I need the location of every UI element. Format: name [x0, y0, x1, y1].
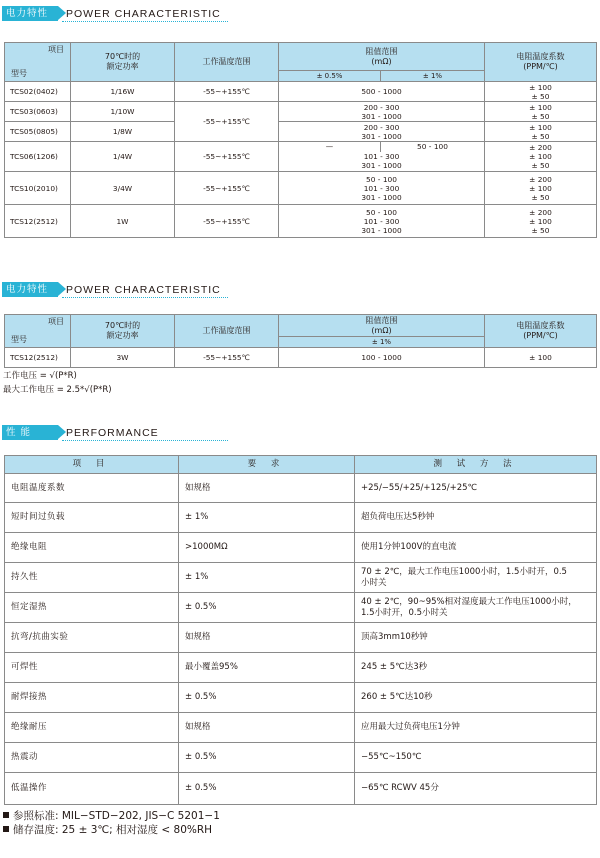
power-header: 70℃时的 额定功率 [71, 315, 175, 348]
tcr-header: 电阻温度系数 (PPM/℃) [485, 43, 597, 82]
power-characteristic-table: 项目 型号 70℃时的 额定功率 工作温度范围 阻值范围 (mΩ) 电阻温度系数 (PPM/℃) ± 0.5% ± 1% TCS02(0402) 1/16W -55~+155℃ 500 - 1000 ± 100 ± 50 TCS03(0603) 1/10W -55~+155℃ 200 - 300 301 - 1000 ± 100 ± 50 TCS05(0805) 1/8W 200 - 300 301 - 1000 ± 100 ± 50 TCS06(1206) 1/4W -55~+155℃ — 50 - 100 ± 200 ± 100 ± 50 101 - 300 301 - 1000 TCS10(2010) 3/4W -55~+155℃ 50 - 100 101 - 300 301 - 1000 ± 200 ± 100 ± 50 TCS12(2512) 1W -55~+155℃ 50 - 100 101 - 300 301 - 1000 ± 200 ± 100 ± 50 [4, 42, 597, 238]
item-label: 项目 [48, 45, 64, 54]
table-row: 绝缘电阻 >1000MΩ 使用1分钟100V的直电流 [5, 533, 597, 563]
section-header-power-1 [2, 6, 598, 22]
item-model-header: 项目 型号 [5, 315, 71, 348]
model-label: 型号 [11, 69, 27, 78]
divider [62, 297, 228, 298]
max-voltage-note: 最大工作电压 = 2.5*√(P*R) [3, 385, 112, 395]
table-row: TCS12(2512) 3W -55~+155℃ 100 - 1000 ± 100 [5, 348, 597, 368]
section-tag: 性 能 [2, 425, 58, 440]
resistance-header: 阻值范围 (mΩ) [279, 315, 485, 337]
table-row: 抗弯/抗曲实验 如规格 顶高3mm10秒钟 [5, 623, 597, 653]
section-title: PERFORMANCE [66, 427, 159, 439]
table-row: 热震动 ± 0.5% −55℃~150℃ [5, 743, 597, 773]
table-row: TCS05(0805) 1/8W 200 - 300 301 - 1000 ± 100 ± 50 [5, 122, 597, 142]
table-row: 恒定湿热 ± 0.5% 40 ± 2℃，90~95%相对湿度最大工作电压1000小时， 1.5小时开，0.5小时关 [5, 593, 597, 623]
bullet-icon [3, 812, 9, 818]
table-row: 持久性 ± 1% 70 ± 2℃，最大工作电压1000小时，1.5小时开，0.5 小时关 [5, 563, 597, 593]
section-header-performance [2, 425, 598, 441]
power-characteristic-table-2 [4, 314, 597, 368]
section-title: POWER CHARACTERISTIC [66, 284, 221, 296]
section-tag: 电力特性 [2, 6, 58, 21]
tolerance-1-header: ± 1% [381, 71, 485, 82]
bullet-icon [3, 826, 9, 832]
item-model-header [5, 43, 71, 82]
temp-range-header: 工作温度范围 [175, 43, 279, 82]
tolerance-05-header: ± 0.5% [279, 71, 381, 82]
table-row: TCS02(0402) 1/16W -55~+155℃ 500 - 1000 ± 100 ± 50 [5, 82, 597, 102]
table-row: 电阻温度系数 如规格 +25/−55/+25/+125/+25℃ [5, 474, 597, 503]
storage-conditions: 储存温度: 25 ± 3℃; 相对湿度 < 80%RH [3, 824, 212, 837]
tcr-header: 电阻温度系数 (PPM/℃) [485, 315, 597, 348]
performance-table [4, 455, 597, 805]
reference-standard: 参照标准: MIL−STD−202, JIS−C 5201−1 [3, 810, 220, 823]
divider [62, 440, 228, 441]
power-header: 70℃时的 额定功率 [71, 43, 175, 82]
table-row: 低温操作 ± 0.5% −65℃ RCWV 45分 [5, 773, 597, 805]
section-title: POWER CHARACTERISTIC [66, 8, 221, 20]
table-row: 可焊性 最小覆盖95% 245 ± 5℃达3秒 [5, 653, 597, 683]
col-header-requirement: 要 求 [179, 456, 355, 474]
working-voltage-note: 工作电压 = √(P*R) [3, 371, 77, 381]
resistance-header: 阻值范围 (mΩ) [279, 43, 485, 71]
section-header-power-2 [2, 282, 598, 298]
table-row: TCS12(2512) 1W -55~+155℃ 50 - 100 101 - 300 301 - 1000 ± 200 ± 100 ± 50 [5, 205, 597, 238]
table-row: 绝缘耐压 如规格 应用最大过负荷电压1分钟 [5, 713, 597, 743]
col-header-method: 测 试 方 法 [355, 456, 597, 474]
table-row: TCS06(1206) 1/4W -55~+155℃ — 50 - 100 ± 200 ± 100 ± 50 [5, 142, 597, 152]
divider [62, 21, 228, 22]
table-row: TCS03(0603) 1/10W -55~+155℃ 200 - 300 301 - 1000 ± 100 ± 50 [5, 102, 597, 122]
table-row: 短时间过负载 ± 1% 超负荷电压达5秒钟 [5, 503, 597, 533]
tolerance-1-header: ± 1% [279, 337, 485, 348]
section-tag: 电力特性 [2, 282, 58, 297]
col-header-item: 项 目 [5, 456, 179, 474]
table-row: 耐焊接热 ± 0.5% 260 ± 5℃达10秒 [5, 683, 597, 713]
table-row: TCS10(2010) 3/4W -55~+155℃ 50 - 100 101 - 300 301 - 1000 ± 200 ± 100 ± 50 [5, 172, 597, 205]
temp-range-header: 工作温度范围 [175, 315, 279, 348]
